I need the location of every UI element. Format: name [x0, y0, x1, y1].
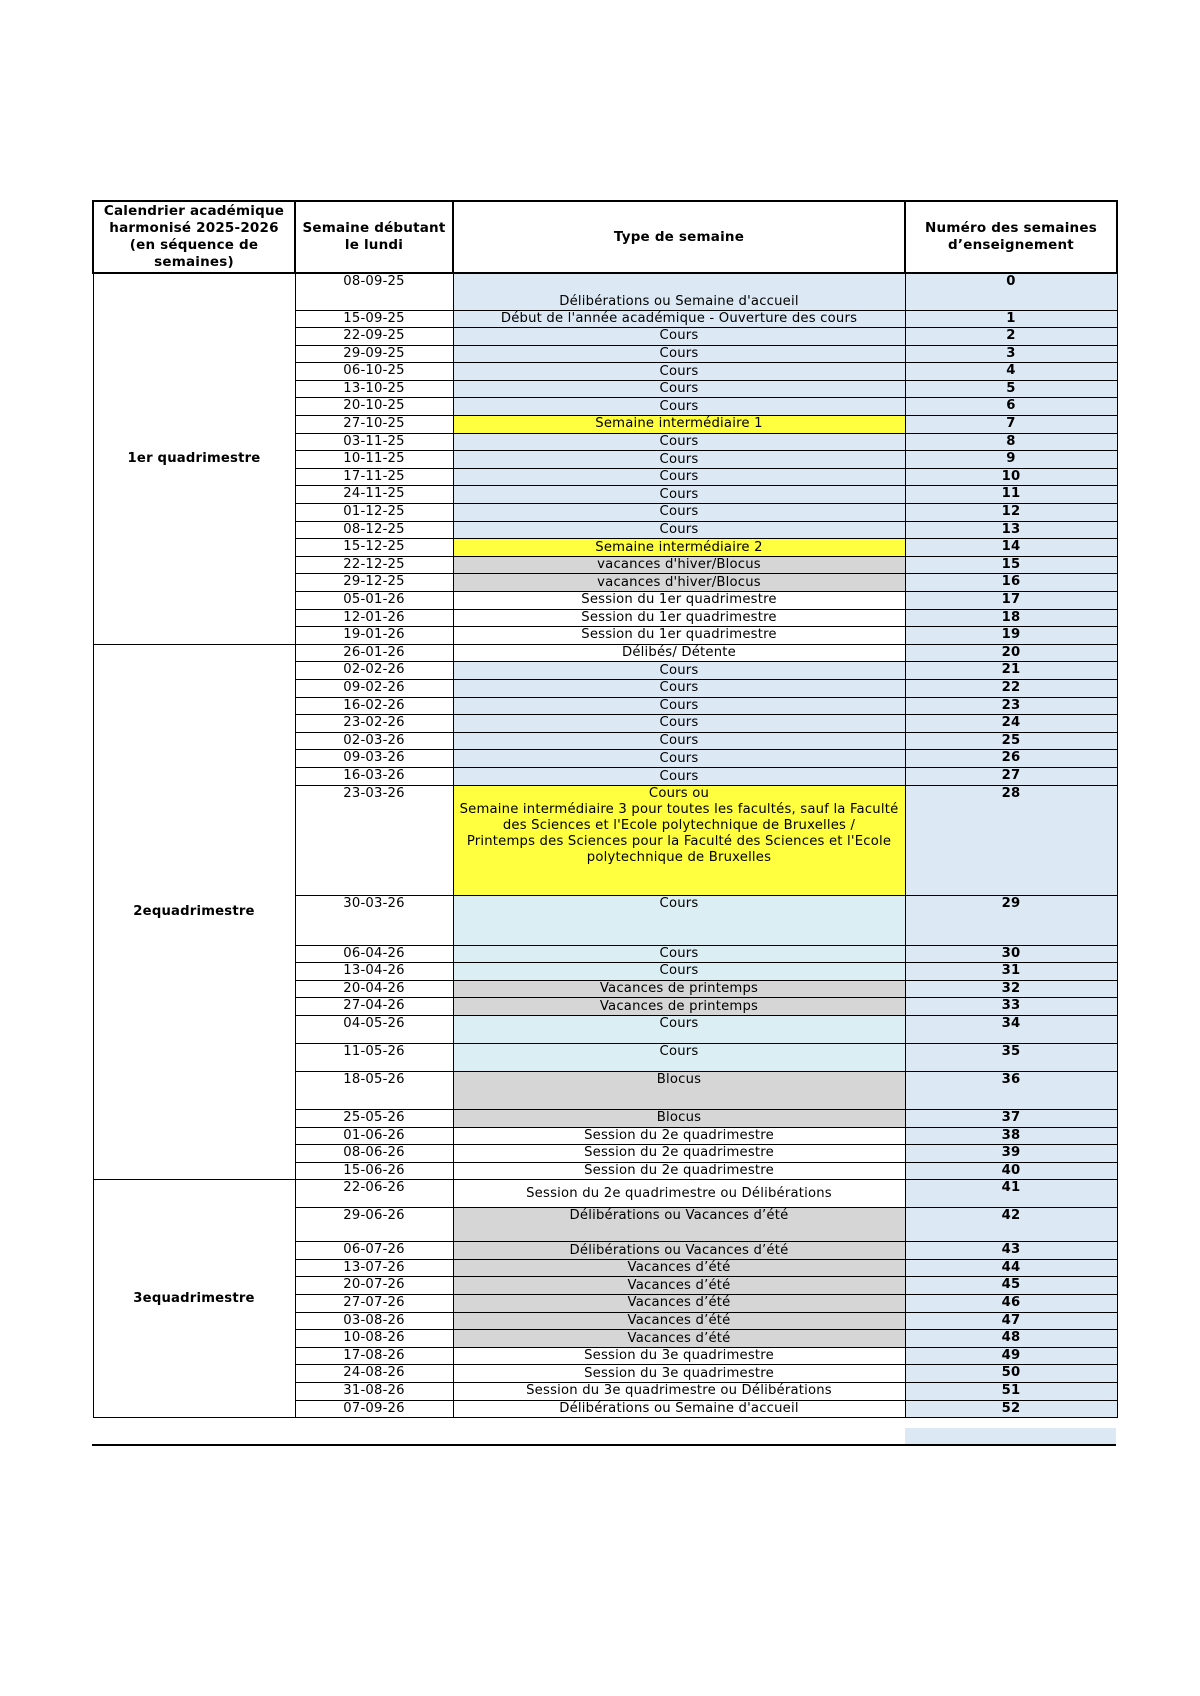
- week-start-date: 09-02-26: [295, 679, 453, 697]
- week-type: Cours: [453, 521, 905, 539]
- week-start-date: 16-02-26: [295, 697, 453, 715]
- week-start-date: 22-06-26: [295, 1180, 453, 1208]
- week-number: 15: [905, 556, 1117, 574]
- week-type: Délibérations ou Semaine d'accueil: [453, 273, 905, 310]
- week-start-date: 20-10-25: [295, 398, 453, 416]
- week-start-date: 23-02-26: [295, 715, 453, 733]
- week-start-date: 08-09-25: [295, 273, 453, 310]
- week-type: Vacances d’été: [453, 1259, 905, 1277]
- week-type: vacances d'hiver/Blocus: [453, 556, 905, 574]
- week-number: 21: [905, 662, 1117, 680]
- week-number: 30: [905, 945, 1117, 963]
- week-start-date: 22-09-25: [295, 328, 453, 346]
- week-type: Session du 1er quadrimestre: [453, 592, 905, 610]
- week-type: Session du 2e quadrimestre ou Délibérations: [453, 1180, 905, 1208]
- week-number: 17: [905, 592, 1117, 610]
- week-number: 40: [905, 1162, 1117, 1180]
- week-type: Session du 1er quadrimestre: [453, 627, 905, 645]
- week-start-date: 15-09-25: [295, 310, 453, 328]
- week-start-date: 26-01-26: [295, 644, 453, 662]
- week-start-date: 29-06-26: [295, 1208, 453, 1242]
- week-type: Délibérations ou Vacances d’été: [453, 1242, 905, 1260]
- week-number: 32: [905, 980, 1117, 998]
- week-number: 19: [905, 627, 1117, 645]
- week-type: Cours: [453, 380, 905, 398]
- week-start-date: 29-09-25: [295, 345, 453, 363]
- week-row: [93, 273, 1117, 310]
- week-start-date: 18-05-26: [295, 1071, 453, 1109]
- quadrimester-label: 3equadrimestre: [93, 1180, 295, 1418]
- week-number: 47: [905, 1312, 1117, 1330]
- week-start-date: 01-06-26: [295, 1127, 453, 1145]
- week-start-date: 01-12-25: [295, 504, 453, 522]
- footer-rule: [92, 1444, 1116, 1446]
- week-number: 14: [905, 539, 1117, 557]
- week-start-date: 20-04-26: [295, 980, 453, 998]
- week-type: Semaine intermédiaire 1: [453, 416, 905, 434]
- week-start-date: 07-09-26: [295, 1400, 453, 1418]
- week-type: Cours: [453, 662, 905, 680]
- week-type: Délibés/ Détente: [453, 644, 905, 662]
- week-start-date: 16-03-26: [295, 767, 453, 785]
- week-start-date: 10-11-25: [295, 451, 453, 469]
- week-start-date: 09-03-26: [295, 750, 453, 768]
- week-number: 4: [905, 363, 1117, 381]
- week-start-date: 27-10-25: [295, 416, 453, 434]
- week-type: Vacances d’été: [453, 1295, 905, 1313]
- header-calendar: Calendrier académique harmonisé 2025-2026 (en séquence de semaines): [93, 201, 295, 273]
- week-type: Session du 3e quadrimestre ou Délibérations: [453, 1383, 905, 1401]
- week-start-date: 29-12-25: [295, 574, 453, 592]
- week-type: Cours: [453, 895, 905, 945]
- week-start-date: 06-07-26: [295, 1242, 453, 1260]
- week-number: 34: [905, 1015, 1117, 1043]
- week-start-date: 25-05-26: [295, 1109, 453, 1127]
- week-type: Cours: [453, 1043, 905, 1071]
- week-type: Vacances d’été: [453, 1312, 905, 1330]
- header-week-start: Semaine débutant le lundi: [295, 201, 453, 273]
- week-start-date: 13-07-26: [295, 1259, 453, 1277]
- week-start-date: 24-08-26: [295, 1365, 453, 1383]
- week-number: 20: [905, 644, 1117, 662]
- week-number: 51: [905, 1383, 1117, 1401]
- week-type: Cours: [453, 345, 905, 363]
- week-start-date: 31-08-26: [295, 1383, 453, 1401]
- week-number: 23: [905, 697, 1117, 715]
- week-number: 45: [905, 1277, 1117, 1295]
- week-start-date: 27-07-26: [295, 1295, 453, 1313]
- week-type: Vacances de printemps: [453, 980, 905, 998]
- week-start-date: 19-01-26: [295, 627, 453, 645]
- week-number: 29: [905, 895, 1117, 945]
- week-start-date: 22-12-25: [295, 556, 453, 574]
- week-type: Cours ou Semaine intermédiaire 3 pour toutes les facultés, sauf la Faculté des Sciences et l'Ecole polytechnique de Bruxelles / Printemps des Sciences pour la Faculté des Sciences et l'Ecole polytechnique de Bruxelles: [453, 785, 905, 895]
- week-start-date: 02-03-26: [295, 732, 453, 750]
- week-start-date: 13-10-25: [295, 380, 453, 398]
- week-type: Session du 2e quadrimestre: [453, 1145, 905, 1163]
- week-start-date: 27-04-26: [295, 998, 453, 1016]
- header-row: [93, 201, 1117, 273]
- week-start-date: 13-04-26: [295, 963, 453, 981]
- week-start-date: 10-08-26: [295, 1330, 453, 1348]
- week-row: [93, 1180, 1117, 1208]
- week-type: Semaine intermédiaire 2: [453, 539, 905, 557]
- academic-calendar: [92, 200, 1116, 1418]
- week-start-date: 11-05-26: [295, 1043, 453, 1071]
- week-number: 1: [905, 310, 1117, 328]
- week-start-date: 15-06-26: [295, 1162, 453, 1180]
- week-type: Cours: [453, 767, 905, 785]
- week-type: Cours: [453, 679, 905, 697]
- week-number: 12: [905, 504, 1117, 522]
- week-number: 7: [905, 416, 1117, 434]
- week-number: 35: [905, 1043, 1117, 1071]
- footer-blue-strip: [905, 1428, 1116, 1444]
- week-type: Cours: [453, 468, 905, 486]
- week-type: Délibérations ou Vacances d’été: [453, 1208, 905, 1242]
- week-number: 31: [905, 963, 1117, 981]
- week-number: 18: [905, 609, 1117, 627]
- week-type: Cours: [453, 945, 905, 963]
- week-number: 6: [905, 398, 1117, 416]
- week-number: 48: [905, 1330, 1117, 1348]
- week-type: Cours: [453, 486, 905, 504]
- week-type: Blocus: [453, 1109, 905, 1127]
- week-number: 0: [905, 273, 1117, 310]
- week-number: 28: [905, 785, 1117, 895]
- week-type: vacances d'hiver/Blocus: [453, 574, 905, 592]
- quadrimester-label: 1er quadrimestre: [93, 273, 295, 644]
- week-start-date: 06-10-25: [295, 363, 453, 381]
- week-number: 49: [905, 1347, 1117, 1365]
- week-type: Session du 2e quadrimestre: [453, 1127, 905, 1145]
- week-type: Délibérations ou Semaine d'accueil: [453, 1400, 905, 1418]
- week-type: Cours: [453, 398, 905, 416]
- header-week-number: Numéro des semaines d’enseignement: [905, 201, 1117, 273]
- week-start-date: 08-06-26: [295, 1145, 453, 1163]
- week-start-date: 02-02-26: [295, 662, 453, 680]
- week-number: 26: [905, 750, 1117, 768]
- week-number: 38: [905, 1127, 1117, 1145]
- week-number: 2: [905, 328, 1117, 346]
- calendar-table: [92, 200, 1118, 1418]
- week-type: Cours: [453, 328, 905, 346]
- week-type: Cours: [453, 732, 905, 750]
- quadrimester-label: 2equadrimestre: [93, 644, 295, 1180]
- week-number: 39: [905, 1145, 1117, 1163]
- week-type: Début de l'année académique - Ouverture des cours: [453, 310, 905, 328]
- week-number: 46: [905, 1295, 1117, 1313]
- week-number: 9: [905, 451, 1117, 469]
- week-number: 5: [905, 380, 1117, 398]
- week-type: Cours: [453, 451, 905, 469]
- week-type: Cours: [453, 363, 905, 381]
- week-type: Cours: [453, 715, 905, 733]
- header-week-type: Type de semaine: [453, 201, 905, 273]
- week-number: 41: [905, 1180, 1117, 1208]
- week-number: 43: [905, 1242, 1117, 1260]
- week-type: Session du 2e quadrimestre: [453, 1162, 905, 1180]
- week-start-date: 17-11-25: [295, 468, 453, 486]
- week-type: Cours: [453, 697, 905, 715]
- week-type: Vacances de printemps: [453, 998, 905, 1016]
- week-number: 11: [905, 486, 1117, 504]
- week-start-date: 03-11-25: [295, 433, 453, 451]
- week-type: Cours: [453, 963, 905, 981]
- week-type: Session du 3e quadrimestre: [453, 1347, 905, 1365]
- week-number: 13: [905, 521, 1117, 539]
- week-number: 16: [905, 574, 1117, 592]
- week-start-date: 12-01-26: [295, 609, 453, 627]
- week-number: 10: [905, 468, 1117, 486]
- week-number: 44: [905, 1259, 1117, 1277]
- week-start-date: 24-11-25: [295, 486, 453, 504]
- week-number: 27: [905, 767, 1117, 785]
- week-type: Cours: [453, 504, 905, 522]
- week-number: 25: [905, 732, 1117, 750]
- week-type: Cours: [453, 1015, 905, 1043]
- week-number: 50: [905, 1365, 1117, 1383]
- week-type: Vacances d’été: [453, 1277, 905, 1295]
- week-number: 22: [905, 679, 1117, 697]
- week-number: 8: [905, 433, 1117, 451]
- week-start-date: 30-03-26: [295, 895, 453, 945]
- week-type: Cours: [453, 433, 905, 451]
- week-start-date: 04-05-26: [295, 1015, 453, 1043]
- week-number: 33: [905, 998, 1117, 1016]
- week-start-date: 06-04-26: [295, 945, 453, 963]
- week-start-date: 08-12-25: [295, 521, 453, 539]
- week-number: 36: [905, 1071, 1117, 1109]
- week-type: Session du 3e quadrimestre: [453, 1365, 905, 1383]
- week-number: 42: [905, 1208, 1117, 1242]
- week-number: 24: [905, 715, 1117, 733]
- week-start-date: 03-08-26: [295, 1312, 453, 1330]
- week-number: 3: [905, 345, 1117, 363]
- week-type: Vacances d’été: [453, 1330, 905, 1348]
- week-row: [93, 644, 1117, 662]
- week-start-date: 17-08-26: [295, 1347, 453, 1365]
- week-start-date: 05-01-26: [295, 592, 453, 610]
- week-start-date: 23-03-26: [295, 785, 453, 895]
- week-type: Blocus: [453, 1071, 905, 1109]
- week-number: 52: [905, 1400, 1117, 1418]
- calendar-body: [93, 273, 1117, 1418]
- week-start-date: 15-12-25: [295, 539, 453, 557]
- week-number: 37: [905, 1109, 1117, 1127]
- week-type: Session du 1er quadrimestre: [453, 609, 905, 627]
- week-start-date: 20-07-26: [295, 1277, 453, 1295]
- week-type: Cours: [453, 750, 905, 768]
